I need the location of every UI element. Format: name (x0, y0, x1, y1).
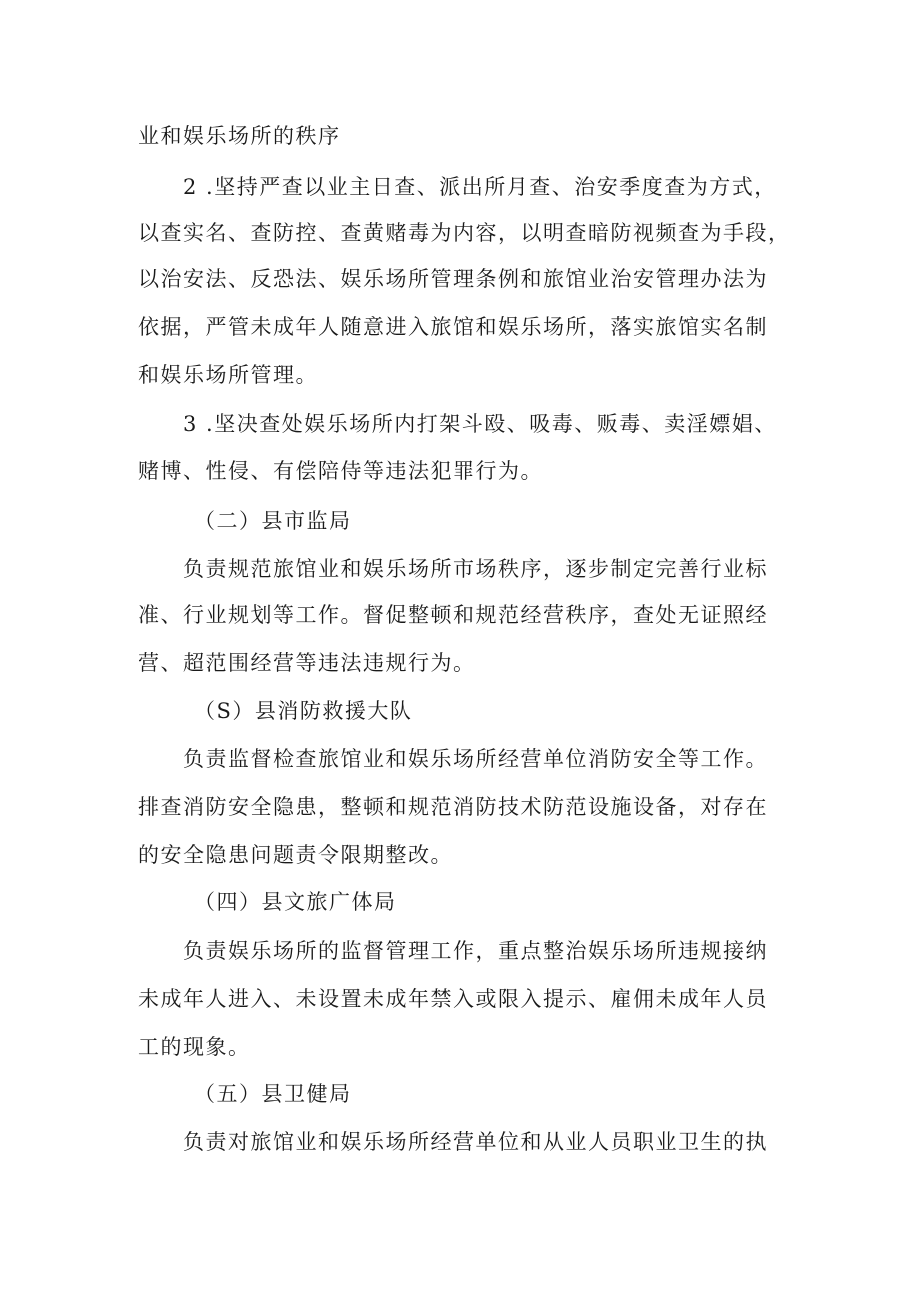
text-line: 准、行业规划等工作。督促整顿和规范经营秩序，查处无证照经 (138, 603, 768, 627)
text-line: 排查消防安全隐患，整顿和规范消防技术防范设施设备，对存在 (138, 795, 768, 819)
text-line: 业和娱乐场所的秩序 (138, 124, 341, 148)
text-line: 负责规范旅馆业和娱乐场所市场秩序，逐步制定完善行业标 (183, 557, 768, 581)
text-line: 工的现象。 (138, 1035, 251, 1059)
text-line: 负责监督检查旅馆业和娱乐场所经营单位消防安全等工作。 (183, 747, 768, 771)
text-line: 营、超范围经营等违法违规行为。 (138, 651, 476, 675)
section-heading: （五）县卫健局 (194, 1082, 352, 1106)
text-line: 以查实名、查防控、查黄赌毒为内容，以明查暗防视频查为手段， (138, 221, 791, 245)
text-line: 的安全隐患问题责令限期整改。 (138, 843, 453, 867)
text-line: 和娱乐场所管理。 (138, 363, 318, 387)
section-heading: （二）县市监局 (194, 509, 352, 533)
list-item-2: 2 .坚持严查以业主日查、派出所月查、治安季度查为方式， (183, 175, 777, 199)
text-line: 赌博、性侵、有偿陪侍等违法犯罪行为。 (138, 459, 543, 483)
text-line: 负责娱乐场所的监督管理工作，重点整治娱乐场所违规接纳 (183, 939, 768, 963)
text-line: 负责对旅馆业和娱乐场所经营单位和从业人员职业卫生的执 (183, 1130, 768, 1154)
text-line: 以治安法、反恐法、娱乐场所管理条例和旅馆业治安管理办法为 (138, 267, 768, 291)
section-heading: （四）县文旅广体局 (194, 890, 397, 914)
text-line: 依据，严管未成年人随意进入旅馆和娱乐场所，落实旅馆实名制 (138, 315, 768, 339)
list-item-3: 3 .坚决查处娱乐场所内打架斗殴、吸毒、贩毒、卖淫嫖娼、 (183, 412, 777, 436)
section-heading: （S）县消防救援大队 (194, 699, 413, 723)
text-line: 未成年人进入、未设置未成年禁入或限入提示、雇佣未成年人员 (138, 987, 768, 1011)
